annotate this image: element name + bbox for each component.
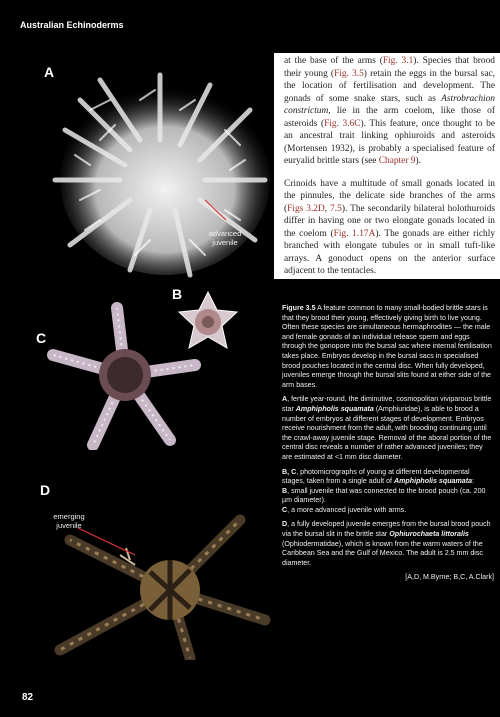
figure-reference[interactable]: Fig. 1.17A [333,228,376,239]
chapter-reference[interactable]: Chapter 9 [378,156,416,166]
caption-part-bc: B, C, photomicrographs of young at different developmental stages, taken from a single adult of Amphipholis squamata: B, small juvenile that was connected to the brood pouch (ca. 200 µm diameter). C, a more advanced juvenile with arms. [282,467,486,514]
annotation-advanced-juvenile [200,229,250,247]
figure-reference[interactable]: Fig. 3.6C [324,118,361,129]
figure-label-b: B [172,286,183,302]
photo-credit: [A,D, M.Byrne; B,C, A.Clark] [405,573,494,582]
photo-c-juvenile-with-arms [45,300,205,450]
figure-label-c: C [36,330,47,346]
running-head: Australian Echinoderms [20,20,124,30]
figure-reference[interactable]: Figs 3.2D [287,203,325,214]
body-paragraph-1: at the base of the arms (Fig. 3.1). Species that brood their young (Fig. 3.5) retain the eggs in the bursal sac, the location of fertilisation and development. The gonads of some snake stars, such as Astrobrachion constrictum, lie in the arm coelom, like those of asteroids (Fig. 3.6C). This feature, once thought to be an ancestral trait linking ophiuroids and asteroids (Mortensen 1932), is probably a specialised feature of euryalid brittle stars (see Chapter 9). [284,56,495,166]
caption-part-a: A, fertile year-round, the diminutive, cosmopolitan viviparous brittle star Amphipholis squamata (Amphiuridae), is able to brood a number of embryos at different stages of development. Embryos receive nourishment from the adult, with brooding continuing until the crawl-away juvenile stage. Removal of the aboral portion of the central disc reveals a number of rather advanced juveniles; they are estimated at <1 mm disc diameter. [282,395,492,461]
caption-part-d: D, a fully developed juvenile emerges from the bursal brood pouch via the bursal slit in the brittle star Ophiurochaeta littoralis (Ophiodermatidae), which is known from the warm waters of the Caribbean Sea and the Gulf of Mexico. The adult is 2.5 mm disc diameter. [282,520,491,567]
figure-reference[interactable]: Fig. 3.1 [382,56,414,66]
annotation-emerging-juvenile [44,512,94,530]
page-number: 82 [22,692,34,703]
annotation-line-1: advanced [208,229,242,238]
figure-label-a: A [44,64,55,80]
caption-intro: Figure 3.5 A feature common to many small-bodied brittle stars is that they brood their young, effectively giving birth to live young. Often these species are simultaneous hermaphrodites — the male and female gonads of an individual release sperm and eggs through the gonopore into the bursal sac where internal fertilisation takes place. Embryos develop in the bursal sacs in specialised brood pouches located in the central disc. When fully developed, juveniles emerge through the bursal slits found at either side of the arm bases. [282,304,492,389]
photo-d-emerging-juvenile [40,510,272,660]
body-paragraph-2: Crinoids have a multitude of small gonads located in the pinnules, the delicate side branches of the arms (Figs 3.2D, 7.5). The secondarily bilateral holothuroids differ in having one or two elongate gonads located in the coelom (Fig. 1.17A). The gonads are either richly branched with elongate tubules or in small tuft-like arrays. A gonoduct opens on the anterior surface adjacent to the tentacles. [284,178,496,276]
annotation-line-1: emerging [53,512,85,521]
figure-reference[interactable]: Fig. 3.5 [334,68,364,79]
figure-label-d: D [40,482,51,498]
figure-reference[interactable]: 7.5 [330,203,342,214]
caption-title: Figure 3.5 [282,304,316,312]
photo-a-brittle-star [40,70,272,282]
annotation-line-2: juvenile [56,521,82,530]
body-text-column [274,53,500,279]
figure-caption [282,304,494,588]
annotation-line-2: juvenile [212,238,238,247]
